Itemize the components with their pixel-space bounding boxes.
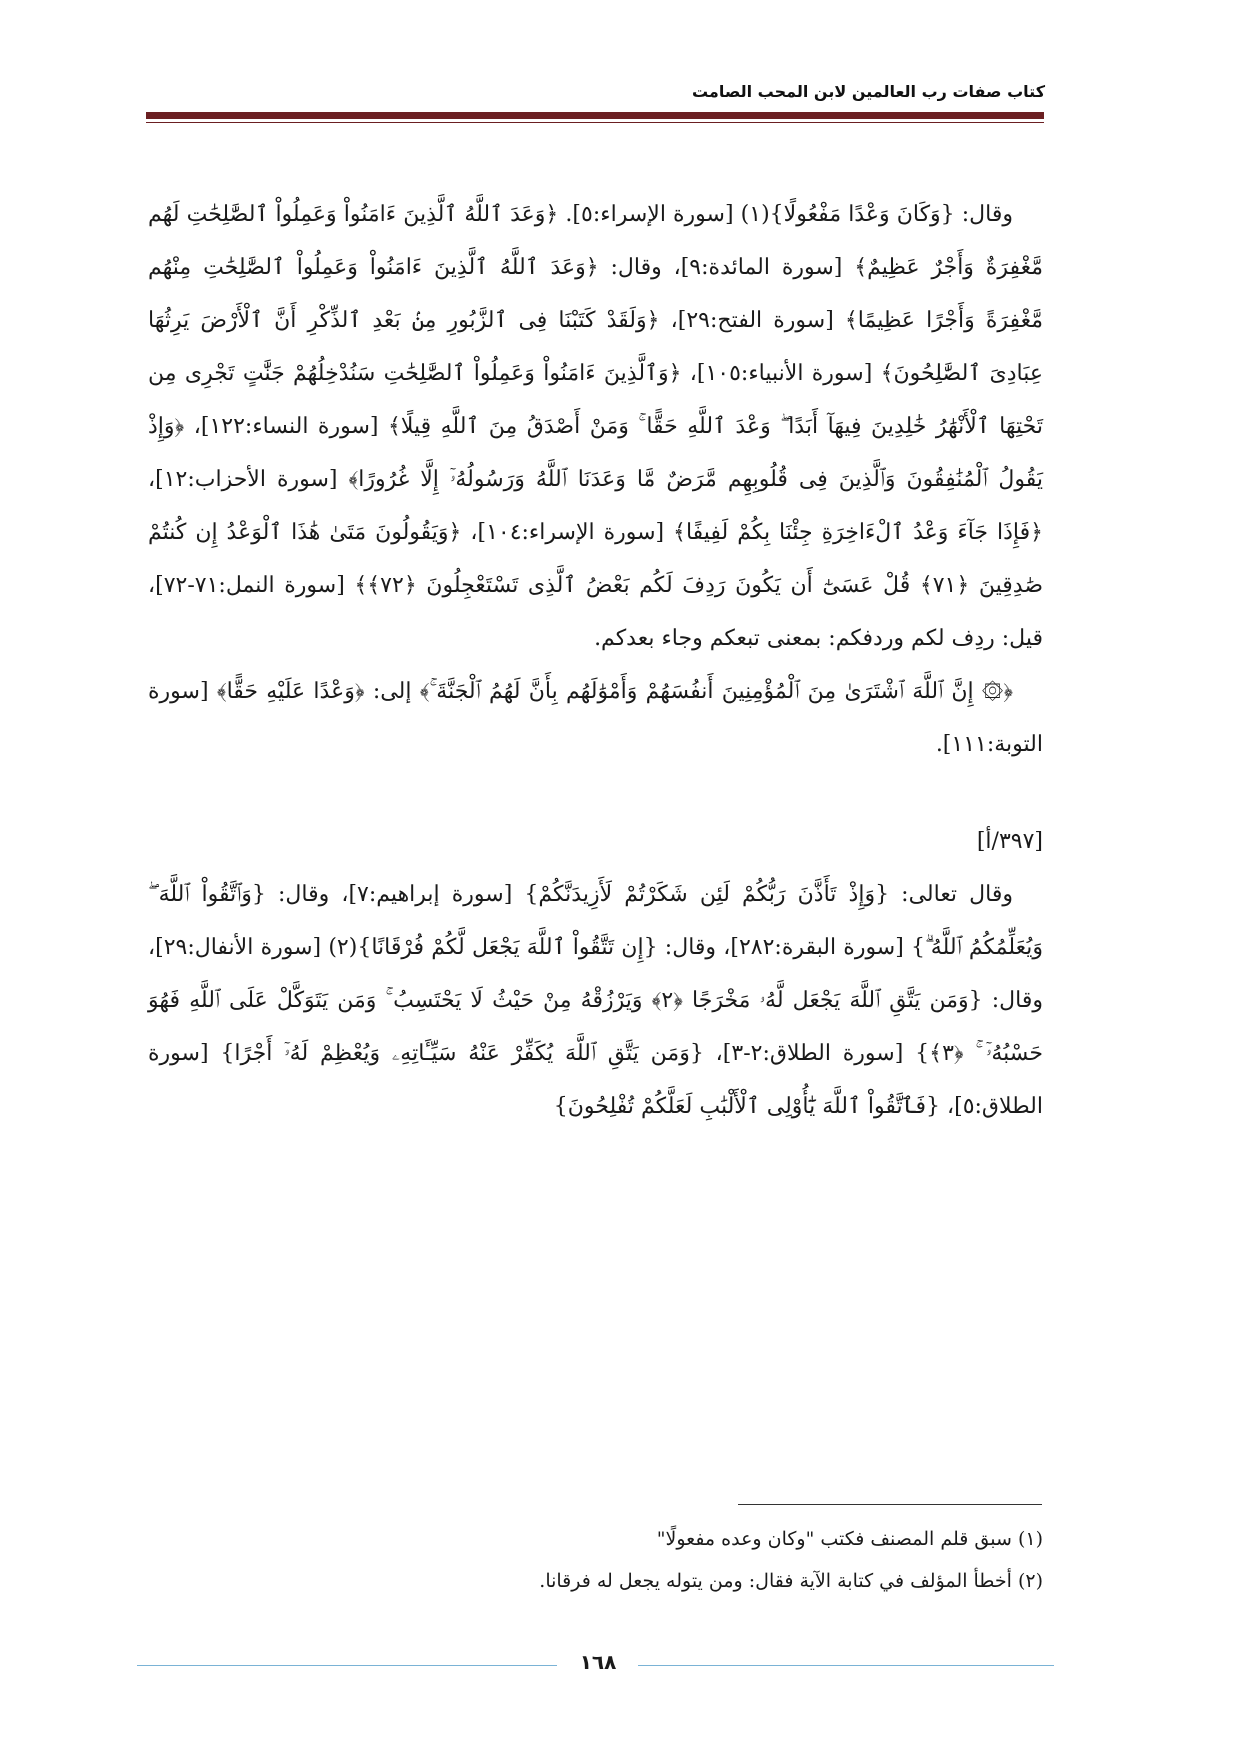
footnote: (٢) أخطأ المؤلف في كتابة الآية فقال: ومن يتوله يجعل له فرقانا. — [539, 1570, 1043, 1592]
header-rule-thick — [146, 112, 1044, 119]
footer-rule-left — [137, 1665, 557, 1666]
running-header: كتاب صفات رب العالمين لابن المحب الصامت — [691, 82, 1045, 101]
header-rule-thin — [146, 122, 1044, 123]
footnote: (١) سبق قلم المصنف فكتب "وكان وعده مفعولًا" — [656, 1528, 1043, 1550]
footnotes — [148, 1518, 1043, 1602]
page-number: ١٦٨ — [579, 1650, 617, 1674]
footer-rule-right — [638, 1665, 1054, 1666]
paragraph: وقال: {وَكَانَ وَعْدًا مَفْعُولًا}(١) [سورة الإسراء:٥]. ﴿وَعَدَ ٱللَّهُ ٱلَّذِينَ ءَامَنُواْ وَعَمِلُواْ ٱلصَّٰلِحَٰتِ لَهُم مَّغْفِرَةٌ وَأَجْرٌ عَظِيمٌ﴾ [سورة المائدة:٩]، وقال: ﴿وَعَدَ ٱللَّهُ ٱلَّذِينَ ءَامَنُواْ وَعَمِلُواْ ٱلصَّٰلِحَٰتِ مِنْهُم مَّغْفِرَةً وَأَجْرًا عَظِيمًا﴾ [سورة الفتح:٢٩]، ﴿وَلَقَدْ كَتَبْنَا فِى ٱلزَّبُورِ مِنۢ بَعْدِ ٱلذِّكْرِ أَنَّ ٱلْأَرْضَ يَرِثُهَا عِبَادِىَ ٱلصَّٰلِحُونَ﴾ [سورة الأنبياء:١٠٥]، ﴿وَٱلَّذِينَ ءَامَنُواْ وَعَمِلُواْ ٱلصَّٰلِحَٰتِ سَنُدْخِلُهُمْ جَنَّٰتٍ تَجْرِى مِن تَحْتِهَا ٱلْأَنْهَٰرُ خَٰلِدِينَ فِيهَآ أَبَدًا ۖ وَعْدَ ٱللَّهِ حَقًّا ۚ وَمَنْ أَصْدَقُ مِنَ ٱللَّهِ قِيلًا﴾ [سورة النساء:١٢٢]، ﴿وَإِذْ يَقُولُ ٱلْمُنَٰفِقُونَ وَٱلَّذِينَ فِى قُلُوبِهِم مَّرَضٌ مَّا وَعَدَنَا ٱللَّهُ وَرَسُولُهُۥٓ إِلَّا غُرُورًا﴾ [سورة الأحزاب:١٢]، ﴿فَإِذَا جَآءَ وَعْدُ ٱلْءَاخِرَةِ جِئْنَا بِكُمْ لَفِيفًا﴾ [سورة الإسراء:١٠٤]، ﴿وَيَقُولُونَ مَتَىٰ هَٰذَا ٱلْوَعْدُ إِن كُنتُمْ صَٰدِقِينَ ﴿٧١﴾ قُلْ عَسَىٰٓ أَن يَكُونَ رَدِفَ لَكُم بَعْضُ ٱلَّذِى تَسْتَعْجِلُونَ ﴿٧٢﴾﴾ [سورة النمل:٧١-٧٢]، قيل: ردِف لكم وردفكم: بمعنى تبعكم وجاء بعدكم. — [148, 202, 1044, 651]
paragraph: ﴿۞ إِنَّ ٱللَّهَ ٱشْتَرَىٰ مِنَ ٱلْمُؤْمِنِينَ أَنفُسَهُمْ وَأَمْوَٰلَهُم بِأَنَّ لَهُمُ ٱلْجَنَّةَ ۚ﴾ إلى: ﴿وَعْدًا عَلَيْهِ حَقًّا﴾ [سورة التوبة:١١١]. — [148, 679, 1043, 757]
paragraph: وقال تعالى: {وَإِذْ تَأَذَّنَ رَبُّكُمْ لَئِن شَكَرْتُمْ لَأَزِيدَنَّكُمْ} [سورة إبراهيم:٧]، وقال: {وَٱتَّقُواْ ٱللَّهَ ۖ وَيُعَلِّمُكُمُ ٱللَّهُ ۗ} [سورة البقرة:٢٨٢]، وقال: {إِن تَتَّقُواْ ٱللَّهَ يَجْعَل لَّكُمْ فُرْقَانًا}(٢) [سورة الأنفال:٢٩]، وقال: {وَمَن يَتَّقِ ٱللَّهَ يَجْعَل لَّهُۥ مَخْرَجًا ﴿٢﴾ وَيَرْزُقْهُ مِنْ حَيْثُ لَا يَحْتَسِبُ ۚ وَمَن يَتَوَكَّلْ عَلَى ٱللَّهِ فَهُوَ حَسْبُهُۥٓ ۚ ﴿٣﴾} [سورة الطلاق:٢-٣]، {وَمَن يَتَّقِ ٱللَّهَ يُكَفِّرْ عَنْهُ سَيِّـَٔاتِهِۦ وَيُعْظِمْ لَهُۥٓ أَجْرًا} [سورة الطلاق:٥]، {فَٱتَّقُواْ ٱللَّهَ يَٰٓأُوْلِى ٱلْأَلْبَٰبِ لَعَلَّكُمْ تُفْلِحُونَ} — [148, 882, 1043, 1119]
main-text — [148, 188, 1043, 1133]
footnote-separator — [738, 1504, 1042, 1505]
folio-reference-marker: [٣٩٧/أ] — [976, 829, 1043, 854]
